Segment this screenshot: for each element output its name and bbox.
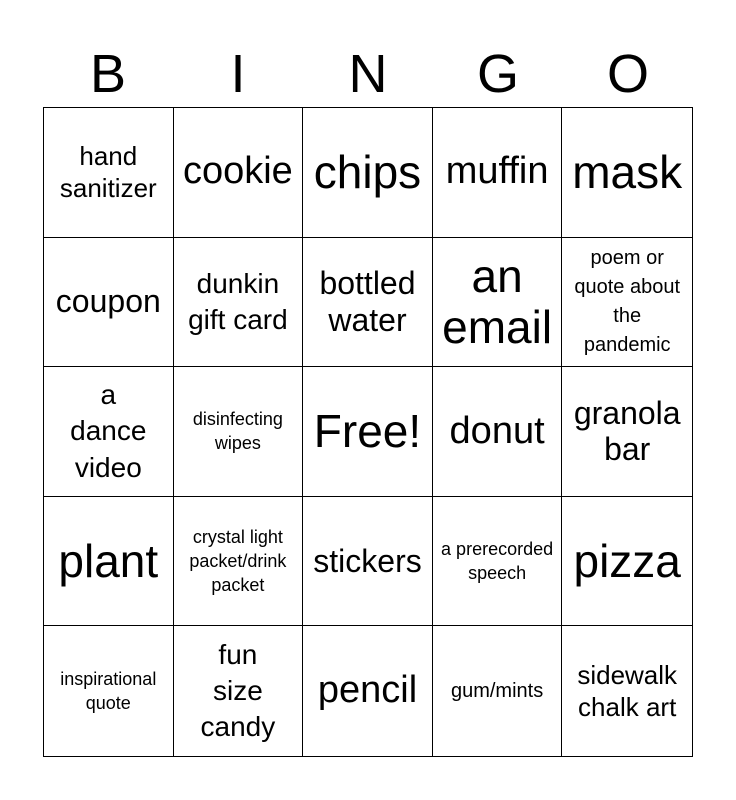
bingo-cell-r1-c5[interactable] (562, 108, 692, 238)
cell-text: Free! (313, 405, 422, 458)
bingo-cell-r2-c3[interactable] (303, 238, 433, 368)
bingo-cell-r1-c2[interactable] (174, 108, 304, 238)
header-letter-b: B (89, 44, 127, 104)
bingo-cell-r2-c4[interactable] (433, 238, 563, 368)
cell-text: muffin (445, 150, 549, 193)
bingo-cell-r3-c5[interactable] (562, 367, 692, 497)
cell-text: chips (313, 146, 422, 198)
cell-text: sidewalk chalk art (577, 659, 678, 723)
bingo-cell-r1-c4[interactable] (433, 108, 563, 238)
cell-text: crystal light packet/drink packet (189, 526, 287, 596)
cell-text: fun size candy (200, 638, 276, 743)
cell-text: pencil (317, 669, 418, 712)
bingo-cell-r3-c2[interactable] (174, 367, 304, 497)
cell-text: gum/mints (450, 679, 544, 702)
cell-text: poem or quote about the pandemic (574, 246, 681, 356)
cell-text: mask (572, 146, 683, 198)
bingo-cell-r4-c2[interactable] (174, 497, 304, 627)
cell-text: an email (442, 250, 553, 353)
header-letter-g: G (476, 44, 519, 104)
bingo-cell-r5-c2[interactable] (174, 626, 304, 756)
bingo-cell-r3-c3[interactable] (303, 367, 433, 497)
bingo-cell-r5-c1[interactable] (44, 626, 174, 756)
cell-text: a prerecorded speech (441, 538, 554, 584)
bingo-cell-r3-c4[interactable] (433, 367, 563, 497)
cell-text: plant (58, 534, 159, 587)
bingo-cell-r5-c5[interactable] (562, 626, 692, 756)
bingo-header (43, 40, 693, 108)
bingo-cell-r2-c1[interactable] (44, 238, 174, 368)
cell-text: inspirational quote (60, 668, 157, 714)
header-letter-o: O (606, 44, 649, 104)
cell-text: cookie (182, 150, 293, 193)
bingo-cell-r4-c1[interactable] (44, 497, 174, 627)
bingo-cell-r2-c2[interactable] (174, 238, 304, 368)
bingo-cell-r2-c5[interactable] (562, 238, 692, 368)
cell-text: dunkin gift card (188, 267, 288, 335)
bingo-cell-r1-c1[interactable] (44, 108, 174, 238)
cell-text: donut (449, 409, 545, 452)
bingo-cell-r3-c1[interactable] (44, 367, 174, 497)
cell-text: bottled water (319, 265, 416, 338)
cell-text: coupon (55, 283, 161, 320)
cell-text: stickers (313, 542, 422, 579)
bingo-cell-r4-c5[interactable] (562, 497, 692, 627)
cell-text: pizza (573, 534, 681, 587)
cell-text: hand sanitizer (59, 140, 157, 204)
bingo-cell-r1-c3[interactable] (303, 108, 433, 238)
cell-text: a dance video (70, 378, 147, 483)
bingo-cell-r5-c3[interactable] (303, 626, 433, 756)
cell-text: disinfecting wipes (192, 409, 283, 454)
bingo-cell-r5-c4[interactable] (433, 626, 563, 756)
bingo-cell-r4-c3[interactable] (303, 497, 433, 627)
cell-text: granola bar (573, 394, 681, 468)
header-letter-n: N (348, 44, 388, 104)
header-letter-i: I (230, 44, 246, 104)
bingo-cell-r4-c4[interactable] (433, 497, 563, 627)
bingo-board (43, 107, 693, 757)
